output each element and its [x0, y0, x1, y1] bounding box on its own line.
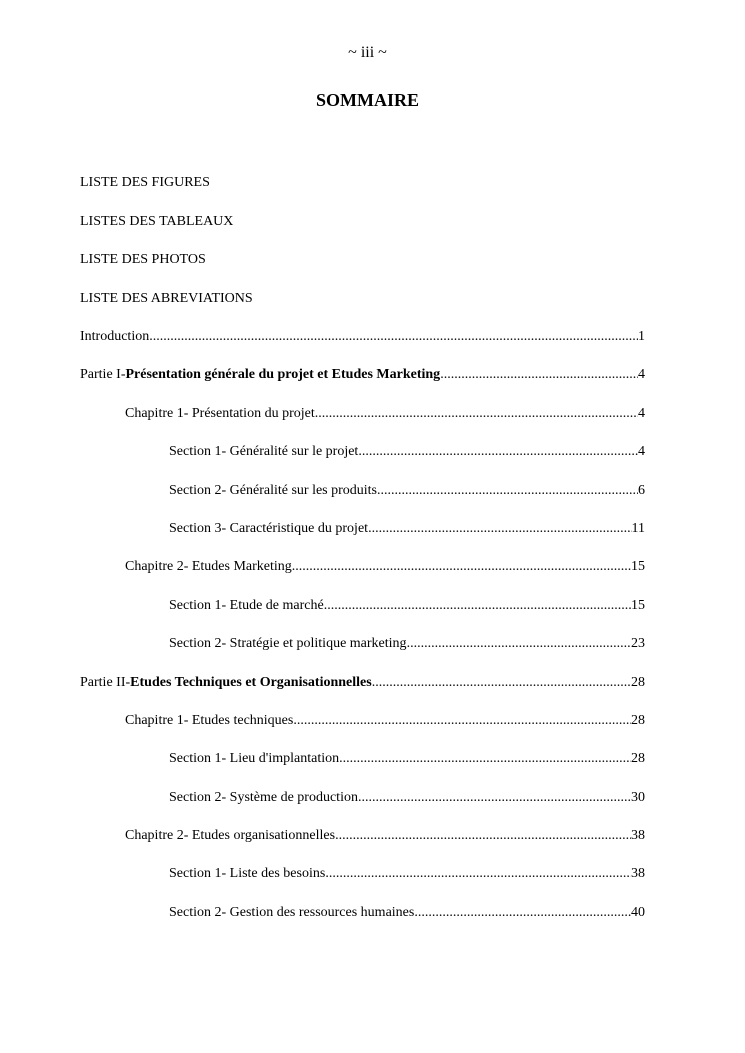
toc-entry-section [80, 864, 645, 902]
toc-leader-dots [440, 365, 638, 385]
toc-entry-section [80, 634, 645, 672]
toc-entry-section [80, 519, 645, 557]
toc-page-number: 28 [631, 674, 645, 690]
toc-page-number: 23 [631, 636, 645, 652]
toc-entry-label: Chapitre 2- Etudes organisationnelles [125, 828, 336, 844]
page-number: ~ iii ~ [348, 44, 387, 61]
toc-leader-dots [325, 864, 631, 884]
toc-entry-label: Chapitre 1- Etudes techniques [125, 712, 294, 728]
toc-leader-dots [358, 788, 631, 808]
toc-entry-introduction [80, 327, 645, 365]
toc-page-number: 4 [638, 405, 645, 421]
toc-page-number: 38 [631, 866, 645, 882]
table-of-contents [80, 327, 645, 941]
toc-entry-label: Section 3- Caractéristique du projet [169, 520, 369, 536]
list-of-figures: LISTE DES FIGURES [80, 175, 210, 190]
toc-page-number: 4 [638, 444, 645, 460]
toc-entry-label: Introduction [80, 329, 150, 344]
toc-entry-label: Chapitre 1- Présentation du projet [125, 405, 315, 421]
toc-entry-chapitre [80, 404, 645, 442]
list-of-tables: LISTES DES TABLEAUX [80, 213, 234, 229]
list-of-photos: LISTE DES PHOTOS [80, 252, 206, 267]
toc-leader-dots [358, 442, 638, 462]
toc-entry-label: Chapitre 2- Etudes Marketing [125, 559, 292, 575]
toc-leader-dots [407, 634, 631, 654]
toc-entry-section [80, 788, 645, 826]
toc-entry-label: Section 2- Système de production [169, 789, 358, 805]
toc-leader-dots [335, 826, 631, 846]
toc-entry-section [80, 749, 645, 787]
toc-page-number: 1 [638, 329, 645, 344]
toc-entry-section [80, 903, 645, 941]
toc-page-number: 4 [638, 367, 645, 383]
toc-entry-title: Présentation générale du projet et Etudes Marketing [125, 367, 441, 383]
lists-section [80, 173, 253, 327]
toc-entry-label: Section 2- Stratégie et politique marketing [169, 636, 407, 652]
toc-page-number: 11 [631, 520, 645, 536]
toc-entry-title: Etudes Techniques et Organisationnelles [130, 674, 372, 690]
toc-entry-prefix: Partie I- [80, 367, 126, 383]
toc-entry-label: Section 1- Liste des besoins [169, 866, 326, 882]
toc-entry-label: Section 2- Généralité sur les produits [169, 482, 378, 498]
toc-leader-dots [324, 596, 631, 616]
toc-leader-dots [377, 481, 638, 501]
page-title: SOMMAIRE [316, 90, 419, 110]
toc-entry-section [80, 481, 645, 519]
list-of-abbreviations: LISTE DES ABREVIATIONS [80, 290, 253, 306]
toc-page-number: 6 [638, 482, 645, 498]
toc-entry-label: Section 2- Gestion des ressources humaines [169, 904, 415, 920]
toc-leader-dots [339, 749, 631, 769]
toc-page-number: 38 [631, 828, 645, 844]
toc-page-number: 15 [631, 559, 645, 575]
toc-leader-dots [315, 404, 638, 424]
toc-entry-label: Section 1- Etude de marché [169, 597, 324, 613]
toc-leader-dots [293, 711, 631, 731]
toc-leader-dots [292, 557, 631, 577]
toc-entry-partie-1 [80, 365, 645, 403]
toc-entry-section [80, 442, 645, 480]
toc-entry-label: Section 1- Lieu d'implantation [169, 751, 340, 767]
toc-entry-prefix: Partie II- [80, 674, 131, 690]
toc-leader-dots [149, 327, 638, 347]
toc-page-number: 15 [631, 597, 645, 613]
toc-leader-dots [414, 903, 631, 923]
toc-entry-section [80, 596, 645, 634]
toc-leader-dots [372, 673, 631, 693]
toc-entry-label: Section 1- Généralité sur le projet [169, 444, 359, 460]
toc-entry-partie-2 [80, 673, 645, 711]
toc-page-number: 30 [631, 789, 645, 805]
toc-page-number: 28 [631, 712, 645, 728]
toc-page-number: 28 [631, 751, 645, 767]
toc-entry-chapitre [80, 557, 645, 595]
toc-leader-dots [368, 519, 631, 539]
toc-entry-chapitre [80, 711, 645, 749]
toc-page-number: 40 [631, 904, 645, 920]
toc-entry-chapitre [80, 826, 645, 864]
